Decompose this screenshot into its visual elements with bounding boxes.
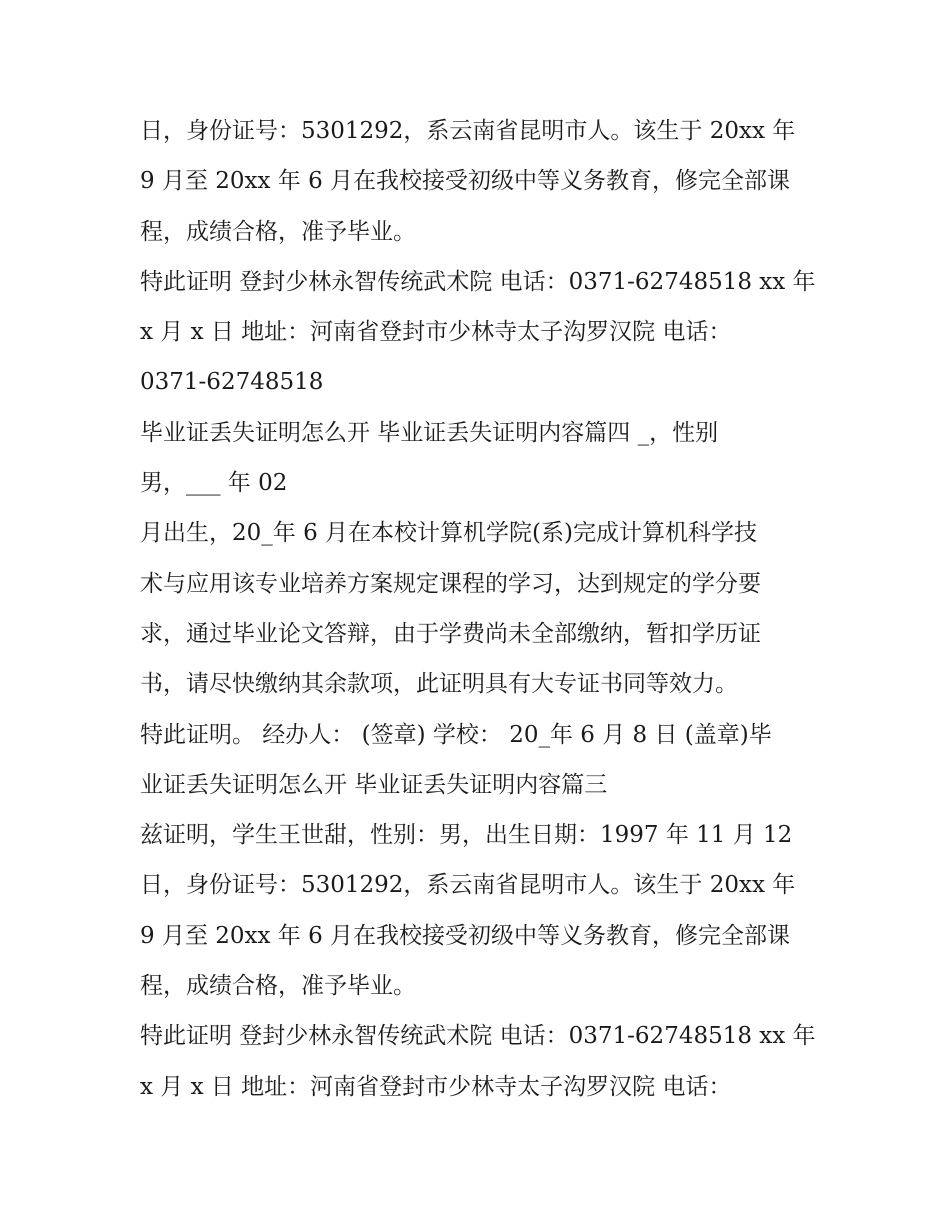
- text-line-4: 特此证明 登封少林永智传统武术院 电话：0371-62748518 xx 年: [140, 268, 816, 295]
- text-line-5: x 月 x 日 地址：河南省登封市少林寺太子沟罗汉院 电话：: [140, 319, 732, 346]
- text-line-17: 9 月至 20xx 年 6 月在我校接受初级中等义务教育，修完全部课: [140, 922, 791, 949]
- text-line-11: 求，通过毕业论文答辩，由于学费尚未全部缴纳，暂扣学历证: [140, 620, 761, 647]
- text-line-7: 毕业证丢失证明怎么开 毕业证丢失证明内容篇四 _，性别: [140, 419, 719, 446]
- text-line-20: x 月 x 日 地址：河南省登封市少林寺太子沟罗汉院 电话：: [140, 1073, 732, 1100]
- text-line-19: 特此证明 登封少林永智传统武术院 电话：0371-62748518 xx 年: [140, 1023, 816, 1050]
- text-line-16: 日，身份证号：5301292，系云南省昆明市人。该生于 20xx 年: [140, 872, 796, 899]
- document-body: [140, 106, 820, 1112]
- text-line-18: 程，成绩合格，准予毕业。: [140, 973, 416, 1000]
- text-line-10: 术与应用该专业培养方案规定课程的学习，达到规定的学分要: [140, 570, 761, 597]
- text-line-1: 日，身份证号：5301292，系云南省昆明市人。该生于 20xx 年: [140, 118, 796, 144]
- text-line-15: 兹证明，学生王世甜，性别：男，出生日期：1997 年 11 月 12: [140, 822, 793, 849]
- text-line-9: 月出生，20_年 6 月在本校计算机学院(系)完成计算机科学技: [140, 520, 757, 547]
- text-line-13: 特此证明。 经办人： (签章) 学校： 20_年 6 月 8 日 (盖章)毕: [140, 721, 772, 748]
- text-line-14: 业证丢失证明怎么开 毕业证丢失证明内容篇三: [140, 771, 608, 798]
- text-line-6: 0371-62748518: [140, 369, 324, 396]
- text-line-3: 程，成绩合格，准予毕业。: [140, 218, 416, 245]
- text-line-12: 书，请尽快缴纳其余款项，此证明具有大专证书同等效力。: [140, 671, 738, 698]
- text-line-2: 9 月至 20xx 年 6 月在我校接受初级中等义务教育，修完全部课: [140, 168, 791, 195]
- text-line-8: 男，___ 年 02: [140, 470, 288, 497]
